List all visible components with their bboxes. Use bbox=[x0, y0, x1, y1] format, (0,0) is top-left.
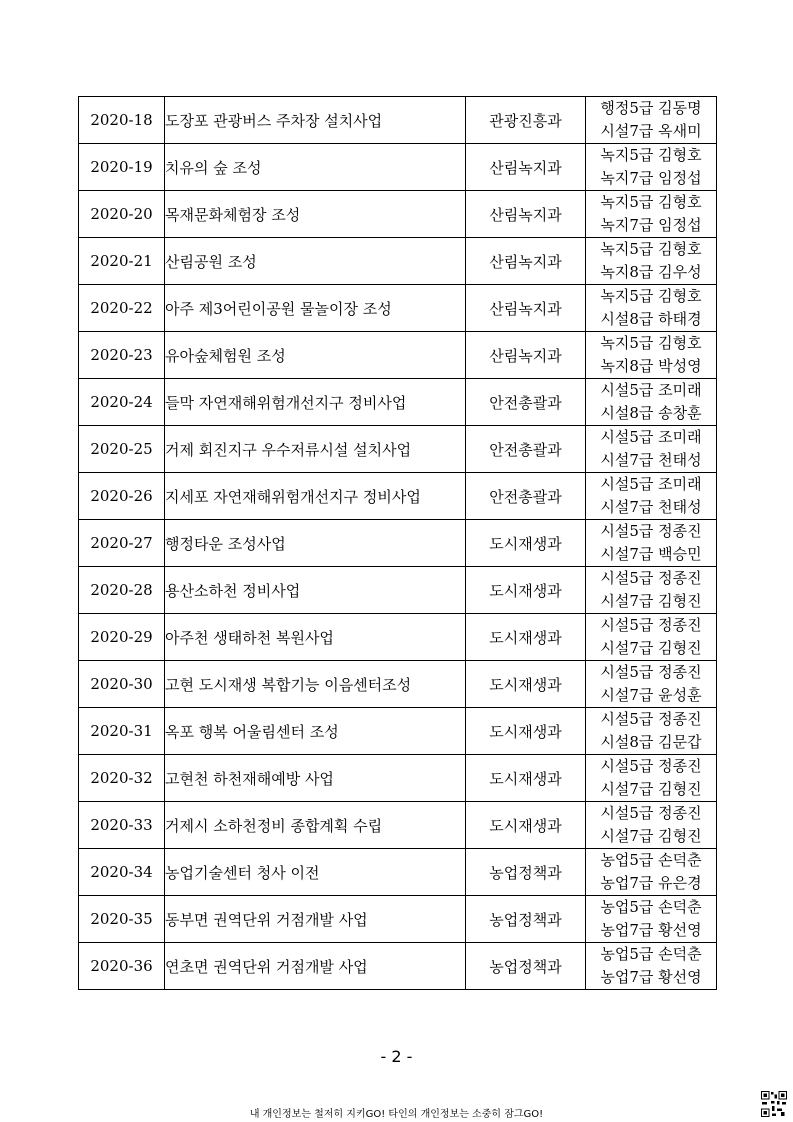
staff-cell bbox=[586, 943, 717, 990]
table-row bbox=[79, 144, 717, 191]
department: 도시재생과 bbox=[466, 567, 586, 614]
staff-secondary: 시설8급 김문갑 bbox=[600, 733, 702, 751]
department: 산림녹지과 bbox=[466, 144, 586, 191]
project-number: 2020-35 bbox=[79, 896, 165, 943]
project-number: 2020-29 bbox=[79, 614, 165, 661]
table-row bbox=[79, 802, 717, 849]
staff-primary: 시설5급 조미래 bbox=[600, 475, 702, 493]
staff-cell bbox=[586, 238, 717, 285]
project-name: 연초면 권역단위 거점개발 사업 bbox=[165, 943, 466, 990]
department: 관광진흥과 bbox=[466, 97, 586, 144]
department: 도시재생과 bbox=[466, 520, 586, 567]
project-name: 아주 제3어린이공원 물놀이장 조성 bbox=[165, 285, 466, 332]
department: 도시재생과 bbox=[466, 661, 586, 708]
staff-cell bbox=[586, 849, 717, 896]
staff-primary: 시설5급 조미래 bbox=[600, 428, 702, 446]
staff-primary: 시설5급 조미래 bbox=[600, 381, 702, 399]
staff-secondary: 시설7급 김형진 bbox=[600, 639, 702, 657]
department: 산림녹지과 bbox=[466, 238, 586, 285]
staff-secondary: 시설7급 김형진 bbox=[600, 592, 702, 610]
project-number: 2020-25 bbox=[79, 426, 165, 473]
department: 도시재생과 bbox=[466, 755, 586, 802]
project-name: 도장포 관광버스 주차장 설치사업 bbox=[165, 97, 466, 144]
table-row bbox=[79, 426, 717, 473]
department: 산림녹지과 bbox=[466, 332, 586, 379]
staff-secondary: 농업7급 황선영 bbox=[600, 968, 702, 986]
staff-primary: 행정5급 김동명 bbox=[600, 99, 702, 117]
staff-primary: 시설5급 정종진 bbox=[600, 569, 702, 587]
project-number: 2020-34 bbox=[79, 849, 165, 896]
table-row bbox=[79, 755, 717, 802]
department: 도시재생과 bbox=[466, 708, 586, 755]
project-number: 2020-32 bbox=[79, 755, 165, 802]
table-row bbox=[79, 849, 717, 896]
department: 농업정책과 bbox=[466, 943, 586, 990]
staff-secondary: 녹지8급 박성영 bbox=[600, 357, 702, 375]
staff-cell bbox=[586, 661, 717, 708]
project-name: 행정타운 조성사업 bbox=[165, 520, 466, 567]
staff-primary: 시설5급 정종진 bbox=[600, 804, 702, 822]
table-row bbox=[79, 896, 717, 943]
staff-secondary: 시설8급 하태경 bbox=[600, 310, 702, 328]
staff-cell bbox=[586, 755, 717, 802]
project-name: 거제 회진지구 우수저류시설 설치사업 bbox=[165, 426, 466, 473]
staff-secondary: 시설7급 옥새미 bbox=[600, 122, 702, 140]
staff-secondary: 시설8급 송창훈 bbox=[600, 404, 702, 422]
staff-cell bbox=[586, 802, 717, 849]
project-number: 2020-31 bbox=[79, 708, 165, 755]
staff-primary: 녹지5급 김형호 bbox=[600, 240, 702, 258]
project-number: 2020-33 bbox=[79, 802, 165, 849]
department: 안전총괄과 bbox=[466, 473, 586, 520]
project-number: 2020-19 bbox=[79, 144, 165, 191]
project-name: 농업기술센터 청사 이전 bbox=[165, 849, 466, 896]
project-name: 동부면 권역단위 거점개발 사업 bbox=[165, 896, 466, 943]
project-name: 고현천 하천재해예방 사업 bbox=[165, 755, 466, 802]
staff-secondary: 농업7급 유은경 bbox=[600, 874, 702, 892]
staff-cell bbox=[586, 426, 717, 473]
staff-secondary: 시설7급 윤성훈 bbox=[600, 686, 702, 704]
project-number: 2020-23 bbox=[79, 332, 165, 379]
staff-cell bbox=[586, 520, 717, 567]
staff-secondary: 농업7급 황선영 bbox=[600, 921, 702, 939]
project-number: 2020-28 bbox=[79, 567, 165, 614]
project-name: 아주천 생태하천 복원사업 bbox=[165, 614, 466, 661]
staff-cell bbox=[586, 191, 717, 238]
table-row bbox=[79, 661, 717, 708]
staff-cell bbox=[586, 144, 717, 191]
project-number: 2020-18 bbox=[79, 97, 165, 144]
staff-primary: 녹지5급 김형호 bbox=[600, 287, 702, 305]
department: 농업정책과 bbox=[466, 896, 586, 943]
staff-secondary: 녹지8급 김우성 bbox=[600, 263, 702, 281]
staff-cell bbox=[586, 708, 717, 755]
department: 안전총괄과 bbox=[466, 426, 586, 473]
project-name: 옥포 행복 어울림센터 조성 bbox=[165, 708, 466, 755]
table-row bbox=[79, 332, 717, 379]
staff-secondary: 시설7급 김형진 bbox=[600, 780, 702, 798]
staff-secondary: 시설7급 김형진 bbox=[600, 827, 702, 845]
staff-secondary: 시설7급 백승민 bbox=[600, 545, 702, 563]
staff-cell bbox=[586, 97, 717, 144]
project-name: 치유의 숲 조성 bbox=[165, 144, 466, 191]
table-row bbox=[79, 238, 717, 285]
staff-primary: 시설5급 정종진 bbox=[600, 757, 702, 775]
staff-primary: 농업5급 손덕춘 bbox=[600, 851, 702, 869]
project-name: 목재문화체험장 조성 bbox=[165, 191, 466, 238]
project-name: 들막 자연재해위험개선지구 정비사업 bbox=[165, 379, 466, 426]
staff-cell bbox=[586, 473, 717, 520]
project-number: 2020-22 bbox=[79, 285, 165, 332]
staff-primary: 녹지5급 김형호 bbox=[600, 193, 702, 211]
table-row bbox=[79, 520, 717, 567]
table-row bbox=[79, 943, 717, 990]
project-number: 2020-21 bbox=[79, 238, 165, 285]
staff-primary: 농업5급 손덕춘 bbox=[600, 898, 702, 916]
table-row bbox=[79, 708, 717, 755]
staff-primary: 시설5급 정종진 bbox=[600, 663, 702, 681]
staff-cell bbox=[586, 567, 717, 614]
table-row bbox=[79, 567, 717, 614]
staff-primary: 시설5급 정종진 bbox=[600, 710, 702, 728]
table-row bbox=[79, 473, 717, 520]
staff-secondary: 시설7급 천태성 bbox=[600, 498, 702, 516]
department: 안전총괄과 bbox=[466, 379, 586, 426]
staff-cell bbox=[586, 379, 717, 426]
staff-primary: 시설5급 정종진 bbox=[600, 616, 702, 634]
table-row bbox=[79, 379, 717, 426]
project-name: 고현 도시재생 복합기능 이음센터조성 bbox=[165, 661, 466, 708]
staff-primary: 녹지5급 김형호 bbox=[600, 334, 702, 352]
project-number: 2020-24 bbox=[79, 379, 165, 426]
staff-cell bbox=[586, 285, 717, 332]
project-number: 2020-27 bbox=[79, 520, 165, 567]
table-row bbox=[79, 97, 717, 144]
staff-cell bbox=[586, 332, 717, 379]
department: 농업정책과 bbox=[466, 849, 586, 896]
department: 도시재생과 bbox=[466, 802, 586, 849]
department: 도시재생과 bbox=[466, 614, 586, 661]
project-name: 거제시 소하천정비 종합계획 수립 bbox=[165, 802, 466, 849]
staff-cell bbox=[586, 614, 717, 661]
table-row bbox=[79, 191, 717, 238]
staff-secondary: 녹지7급 임정섭 bbox=[600, 216, 702, 234]
table-row bbox=[79, 614, 717, 661]
project-name: 산림공원 조성 bbox=[165, 238, 466, 285]
project-number: 2020-30 bbox=[79, 661, 165, 708]
project-number: 2020-26 bbox=[79, 473, 165, 520]
department: 산림녹지과 bbox=[466, 191, 586, 238]
qr-code-icon bbox=[761, 1091, 787, 1117]
project-number: 2020-36 bbox=[79, 943, 165, 990]
project-table bbox=[78, 96, 717, 990]
staff-primary: 시설5급 정종진 bbox=[600, 522, 702, 540]
project-name: 유아숲체험원 조성 bbox=[165, 332, 466, 379]
footer-slogan: 내 개인정보는 철저히 지키GO! 타인의 개인정보는 소중히 잠그GO! bbox=[249, 1109, 544, 1120]
project-number: 2020-20 bbox=[79, 191, 165, 238]
table-row bbox=[79, 285, 717, 332]
page-number: - 2 - bbox=[380, 1047, 413, 1066]
staff-primary: 녹지5급 김형호 bbox=[600, 146, 702, 164]
project-name: 용산소하천 정비사업 bbox=[165, 567, 466, 614]
department: 산림녹지과 bbox=[466, 285, 586, 332]
project-name: 지세포 자연재해위험개선지구 정비사업 bbox=[165, 473, 466, 520]
staff-cell bbox=[586, 896, 717, 943]
staff-secondary: 시설7급 천태성 bbox=[600, 451, 702, 469]
staff-secondary: 녹지7급 임정섭 bbox=[600, 169, 702, 187]
staff-primary: 농업5급 손덕춘 bbox=[600, 945, 702, 963]
